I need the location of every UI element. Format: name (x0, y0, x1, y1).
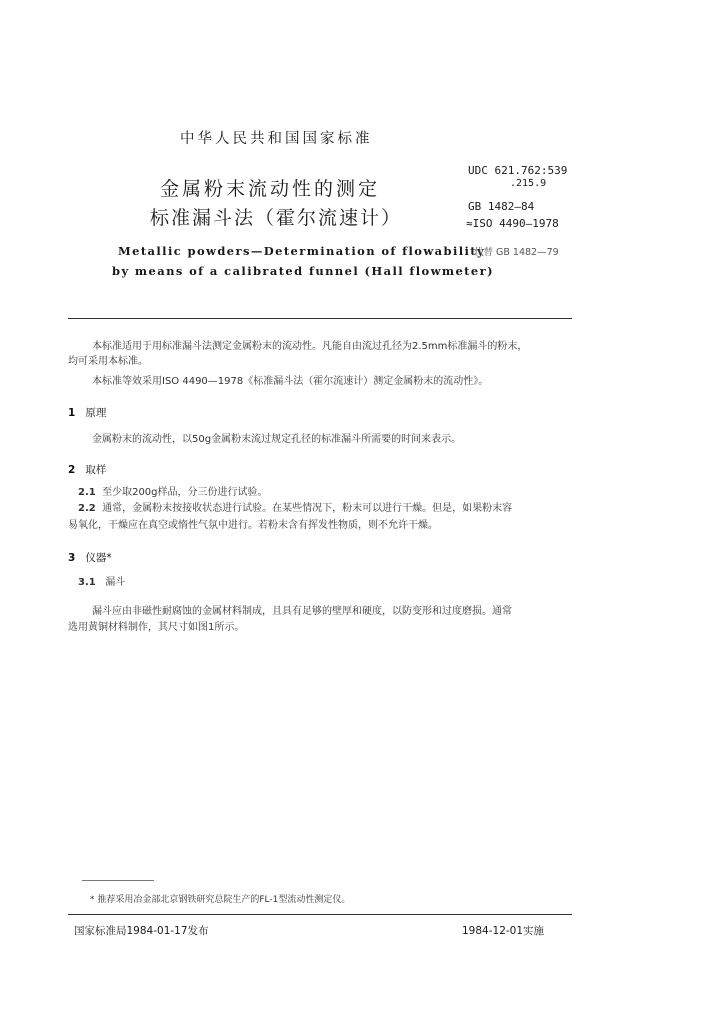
section-title: 取样 (85, 464, 107, 476)
replaces-standard: 代替 GB 1482—79 (474, 247, 559, 258)
document-title-cn-line1: 金属粉末流动性的测定 (160, 178, 381, 200)
effective-date: 1984-12-01实施 (462, 925, 545, 937)
clause-title: 漏斗 (105, 577, 126, 588)
section-number: 2 (68, 464, 76, 476)
clause-text: 通常，金属粉末按接收状态进行试验。在某些情况下，粉末可以进行干燥。但是，如果粉末容 (102, 503, 513, 514)
gb-number: GB 1482—84 (468, 200, 535, 213)
udc-code: UDC 621.762:539 (468, 164, 568, 177)
clause-3-1-text-line1: 漏斗应由非磁性耐腐蚀的金属材料制成，且具有足够的壁厚和硬度，以防变形和过度磨损。通常 (92, 606, 512, 617)
clause-number: 2.2 (78, 503, 96, 514)
section-1-text: 金属粉末的流动性，以50g金属粉末流过规定孔径的标准漏斗所需要的时间来表示。 (92, 434, 462, 445)
clause-2-2-line1 (78, 501, 512, 516)
header-divider (68, 318, 572, 319)
intro-paragraph-line2: 均可采用本标准。 (68, 356, 148, 367)
udc-code-continued: .215.9 (510, 178, 547, 189)
clause-number: 2.1 (78, 487, 96, 498)
clause-3-1-heading (78, 575, 125, 590)
section-2-heading (68, 462, 106, 477)
document-title-en-line2: by means of a calibrated funnel (Hall flowmeter) (112, 264, 494, 278)
document-title-cn-line2: 标准漏斗法（霍尔流速计） (150, 207, 403, 229)
intro-paragraph-2: 本标准等效采用ISO 4490—1978《标准漏斗法（霍尔流速计）测定金属粉末的流动性》。 (92, 376, 489, 387)
section-title: 原理 (85, 407, 107, 419)
section-3-heading (68, 550, 112, 565)
intro-paragraph-line1: 本标准适用于用标准漏斗法测定金属粉末的流动性。凡能自由流过孔径为2.5mm标准漏斗的粉末， (92, 341, 528, 352)
footnote-divider (82, 880, 154, 881)
national-standard-label: 中华人民共和国国家标准 (180, 131, 373, 147)
clause-2-2-line2: 易氧化，干燥应在真空或惰性气氛中进行。若粉末含有挥发性物质，则不允许干燥。 (68, 520, 438, 531)
section-title: 仪器* (85, 552, 112, 564)
document-title-en-line1: Metallic powders—Determination of flowability (118, 244, 486, 258)
clause-2-1 (78, 485, 268, 500)
clause-text: 至少取200g样品，分三份进行试验。 (102, 487, 268, 498)
footnote: * 推荐采用冶金部北京钢铁研究总院生产的FL-1型流动性测定仪。 (90, 895, 351, 905)
section-1-heading (68, 405, 106, 420)
clause-3-1-text-line2: 选用黄铜材料制作，其尺寸如图1所示。 (68, 622, 245, 633)
footer-divider (68, 914, 572, 915)
section-number: 1 (68, 407, 76, 419)
issued-by: 国家标准局1984-01-17发布 (74, 925, 209, 937)
clause-number: 3.1 (78, 577, 96, 588)
iso-equivalent: ≈ISO 4490—1978 (466, 217, 559, 230)
section-number: 3 (68, 552, 76, 564)
